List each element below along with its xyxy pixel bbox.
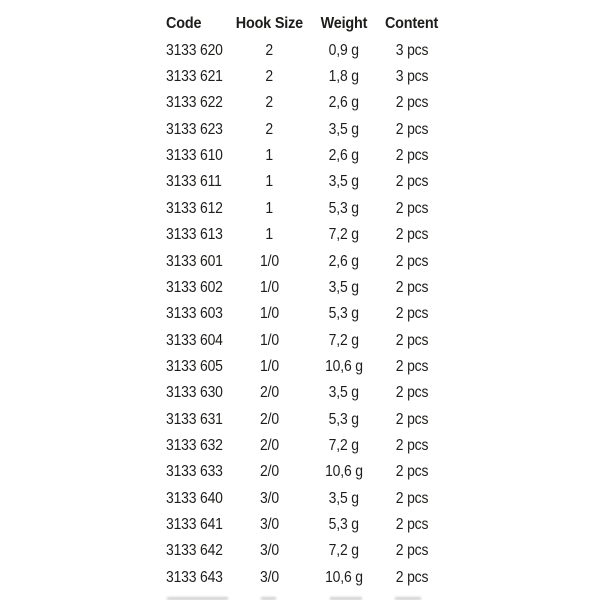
cell-code-value: 3133 622 [166,94,223,112]
cell-weight [308,412,380,428]
cell-weight [308,464,380,480]
cell-content-value: 2 pcs [395,120,429,138]
cell-code [166,122,230,138]
column-header-code-label: Code [166,15,202,33]
cell-content [380,412,444,428]
cell-code-value: 3133 621 [166,68,223,86]
table-body [166,37,444,590]
cell-hook-size-value: 1 [265,199,273,217]
cell-hook-size-value: 3/0 [259,568,279,586]
cell-weight [308,69,380,85]
cell-code [166,201,230,217]
column-header-weight [308,16,380,32]
table-row [166,169,444,195]
column-header-hook-size [230,16,308,32]
cell-content [380,359,444,375]
cell-weight-value: 3,5 g [328,278,360,296]
cell-hook-size-value: 2 [265,41,273,59]
cell-code-value: 3133 620 [166,41,223,59]
cell-weight [308,254,380,270]
cell-content-value: 2 pcs [395,463,429,481]
cell-weight [308,201,380,217]
product-spec-table [166,11,444,591]
cell-hook-size [230,69,308,85]
cell-code-value: 3133 630 [166,384,223,402]
table-row [166,301,444,327]
cell-content [380,570,444,586]
cell-hook-size [230,385,308,401]
cell-content [380,174,444,190]
table-row [166,564,444,590]
cell-content [380,464,444,480]
cell-weight [308,333,380,349]
cell-content [380,95,444,111]
cell-content [380,201,444,217]
cell-weight [308,306,380,322]
cell-weight [308,385,380,401]
cell-code-value: 3133 612 [166,199,223,217]
cell-code-value: 3133 623 [166,120,223,138]
cell-hook-size [230,438,308,454]
cell-content-value: 2 pcs [395,305,429,323]
cell-content-value: 2 pcs [395,147,429,165]
cell-code [166,69,230,85]
cell-hook-size [230,280,308,296]
cell-content [380,306,444,322]
cell-code [166,438,230,454]
cell-code [166,570,230,586]
table-row [166,274,444,300]
cell-weight-value: 5,3 g [328,515,360,533]
cell-weight [308,570,380,586]
cell-weight-value: 5,3 g [328,305,360,323]
table-row [166,485,444,511]
cell-code [166,227,230,243]
cell-content-value: 2 pcs [395,436,429,454]
table-row [166,195,444,221]
cell-code-value: 3133 601 [166,252,223,270]
cell-content [380,227,444,243]
cell-code [166,517,230,533]
cell-content-value: 2 pcs [395,384,429,402]
cell-code [166,412,230,428]
cell-weight [308,517,380,533]
cell-weight-value: 1,8 g [328,68,360,86]
cell-hook-size [230,306,308,322]
cell-weight-value: 3,5 g [328,120,360,138]
cell-hook-size-value: 2 [265,120,273,138]
cell-weight [308,280,380,296]
cell-code-value: 3133 604 [166,331,223,349]
table-row [166,248,444,274]
table-row [166,538,444,564]
cell-content [380,254,444,270]
cell-hook-size-value: 1/0 [259,278,279,296]
cell-weight [308,122,380,138]
cell-hook-size [230,412,308,428]
column-header-code [166,16,230,32]
cell-content-value: 2 pcs [395,410,429,428]
cell-code [166,254,230,270]
cell-content-value: 2 pcs [395,515,429,533]
cell-hook-size [230,174,308,190]
cell-content-value: 2 pcs [395,278,429,296]
cell-code-value: 3133 631 [166,410,223,428]
cell-content-value: 2 pcs [395,252,429,270]
cell-hook-size [230,464,308,480]
cell-hook-size [230,491,308,507]
cell-code [166,333,230,349]
cell-code-value: 3133 613 [166,226,223,244]
cell-code [166,464,230,480]
table-row [166,37,444,63]
cell-weight-value: 7,2 g [328,436,360,454]
cell-content [380,491,444,507]
cell-hook-size [230,201,308,217]
cell-code-value: 3133 642 [166,542,223,560]
cell-hook-size-value: 2/0 [259,410,279,428]
cell-code-value: 3133 605 [166,357,223,375]
cell-weight-value: 7,2 g [328,331,360,349]
cell-hook-size [230,122,308,138]
cell-code [166,385,230,401]
cell-weight-value: 10,6 g [325,568,363,586]
cell-code [166,174,230,190]
cell-hook-size-value: 2/0 [259,384,279,402]
cell-hook-size-value: 1 [265,147,273,165]
table-row [166,90,444,116]
cell-weight [308,174,380,190]
cell-hook-size-value: 1 [265,173,273,191]
cell-hook-size [230,333,308,349]
cell-hook-size-value: 3/0 [259,515,279,533]
table-row [166,116,444,142]
cell-weight-value: 10,6 g [325,463,363,481]
cell-weight-value: 3,5 g [328,489,360,507]
cell-content-value: 2 pcs [395,542,429,560]
cell-hook-size-value: 1 [265,226,273,244]
column-header-weight-label: Weight [320,15,368,33]
cell-content-value: 2 pcs [395,331,429,349]
cell-content-value: 2 pcs [395,94,429,112]
cell-code [166,43,230,59]
cell-content-value: 2 pcs [395,173,429,191]
cell-content-value: 3 pcs [395,41,429,59]
cell-hook-size [230,543,308,559]
cell-content [380,148,444,164]
cell-hook-size-value: 1/0 [259,252,279,270]
cell-code [166,491,230,507]
cell-hook-size [230,359,308,375]
cell-content [380,438,444,454]
cell-hook-size-value: 2/0 [259,463,279,481]
cell-content-value: 3 pcs [395,68,429,86]
table-row [166,433,444,459]
cell-content [380,122,444,138]
cell-code [166,543,230,559]
table-row [166,64,444,90]
cell-code [166,148,230,164]
cell-weight [308,95,380,111]
cell-hook-size-value: 2 [265,68,273,86]
cell-code-value: 3133 611 [166,173,222,191]
cell-content [380,333,444,349]
cell-code-value: 3133 610 [166,147,223,165]
table-row [166,143,444,169]
cell-weight-value: 0,9 g [328,41,360,59]
table-row [166,327,444,353]
cell-content [380,43,444,59]
cell-hook-size [230,43,308,59]
column-header-content-label: Content [385,15,439,33]
cell-content-value: 2 pcs [395,357,429,375]
cell-code-value: 3133 641 [166,515,223,533]
cell-weight [308,543,380,559]
cell-hook-size-value: 2 [265,94,273,112]
cell-content-value: 2 pcs [395,199,429,217]
cell-weight-value: 7,2 g [328,542,360,560]
table-row [166,222,444,248]
cell-weight [308,359,380,375]
cell-code-value: 3133 632 [166,436,223,454]
table-row [166,380,444,406]
cell-code-value: 3133 643 [166,568,223,586]
cell-weight-value: 2,6 g [328,147,360,165]
cell-content [380,517,444,533]
cell-content-value: 2 pcs [395,568,429,586]
cell-hook-size [230,227,308,243]
cell-hook-size-value: 3/0 [259,489,279,507]
cell-hook-size [230,95,308,111]
cell-content-value: 2 pcs [395,226,429,244]
table-row [166,459,444,485]
cell-weight [308,43,380,59]
cell-content [380,385,444,401]
cell-content [380,543,444,559]
cell-code [166,95,230,111]
cell-weight-value: 3,5 g [328,173,360,191]
cell-weight-value: 5,3 g [328,410,360,428]
cell-hook-size [230,148,308,164]
cell-code-value: 3133 633 [166,463,223,481]
cell-weight [308,438,380,454]
column-header-content [380,16,444,32]
cell-content [380,280,444,296]
cell-code-value: 3133 603 [166,305,223,323]
cell-hook-size-value: 1/0 [259,331,279,349]
cell-content-value: 2 pcs [395,489,429,507]
cell-code [166,306,230,322]
cell-weight [308,227,380,243]
cell-content [380,69,444,85]
cell-weight-value: 2,6 g [328,252,360,270]
cell-weight-value: 3,5 g [328,384,360,402]
cell-hook-size [230,570,308,586]
cell-weight-value: 7,2 g [328,226,360,244]
cell-weight-value: 2,6 g [328,94,360,112]
cell-weight [308,491,380,507]
cell-hook-size-value: 1/0 [259,305,279,323]
cell-hook-size-value: 1/0 [259,357,279,375]
cell-weight-value: 5,3 g [328,199,360,217]
table-header-row [166,11,444,37]
cell-weight-value: 10,6 g [325,357,363,375]
cell-code-value: 3133 640 [166,489,223,507]
cell-hook-size-value: 3/0 [259,542,279,560]
cell-code [166,359,230,375]
table-row [166,512,444,538]
cell-hook-size [230,517,308,533]
table-row [166,406,444,432]
cell-hook-size-value: 2/0 [259,436,279,454]
cell-hook-size [230,254,308,270]
cell-code-value: 3133 602 [166,278,223,296]
cell-weight [308,148,380,164]
column-header-hook-size-label: Hook Size [235,15,303,33]
cell-code [166,280,230,296]
table-row [166,353,444,379]
